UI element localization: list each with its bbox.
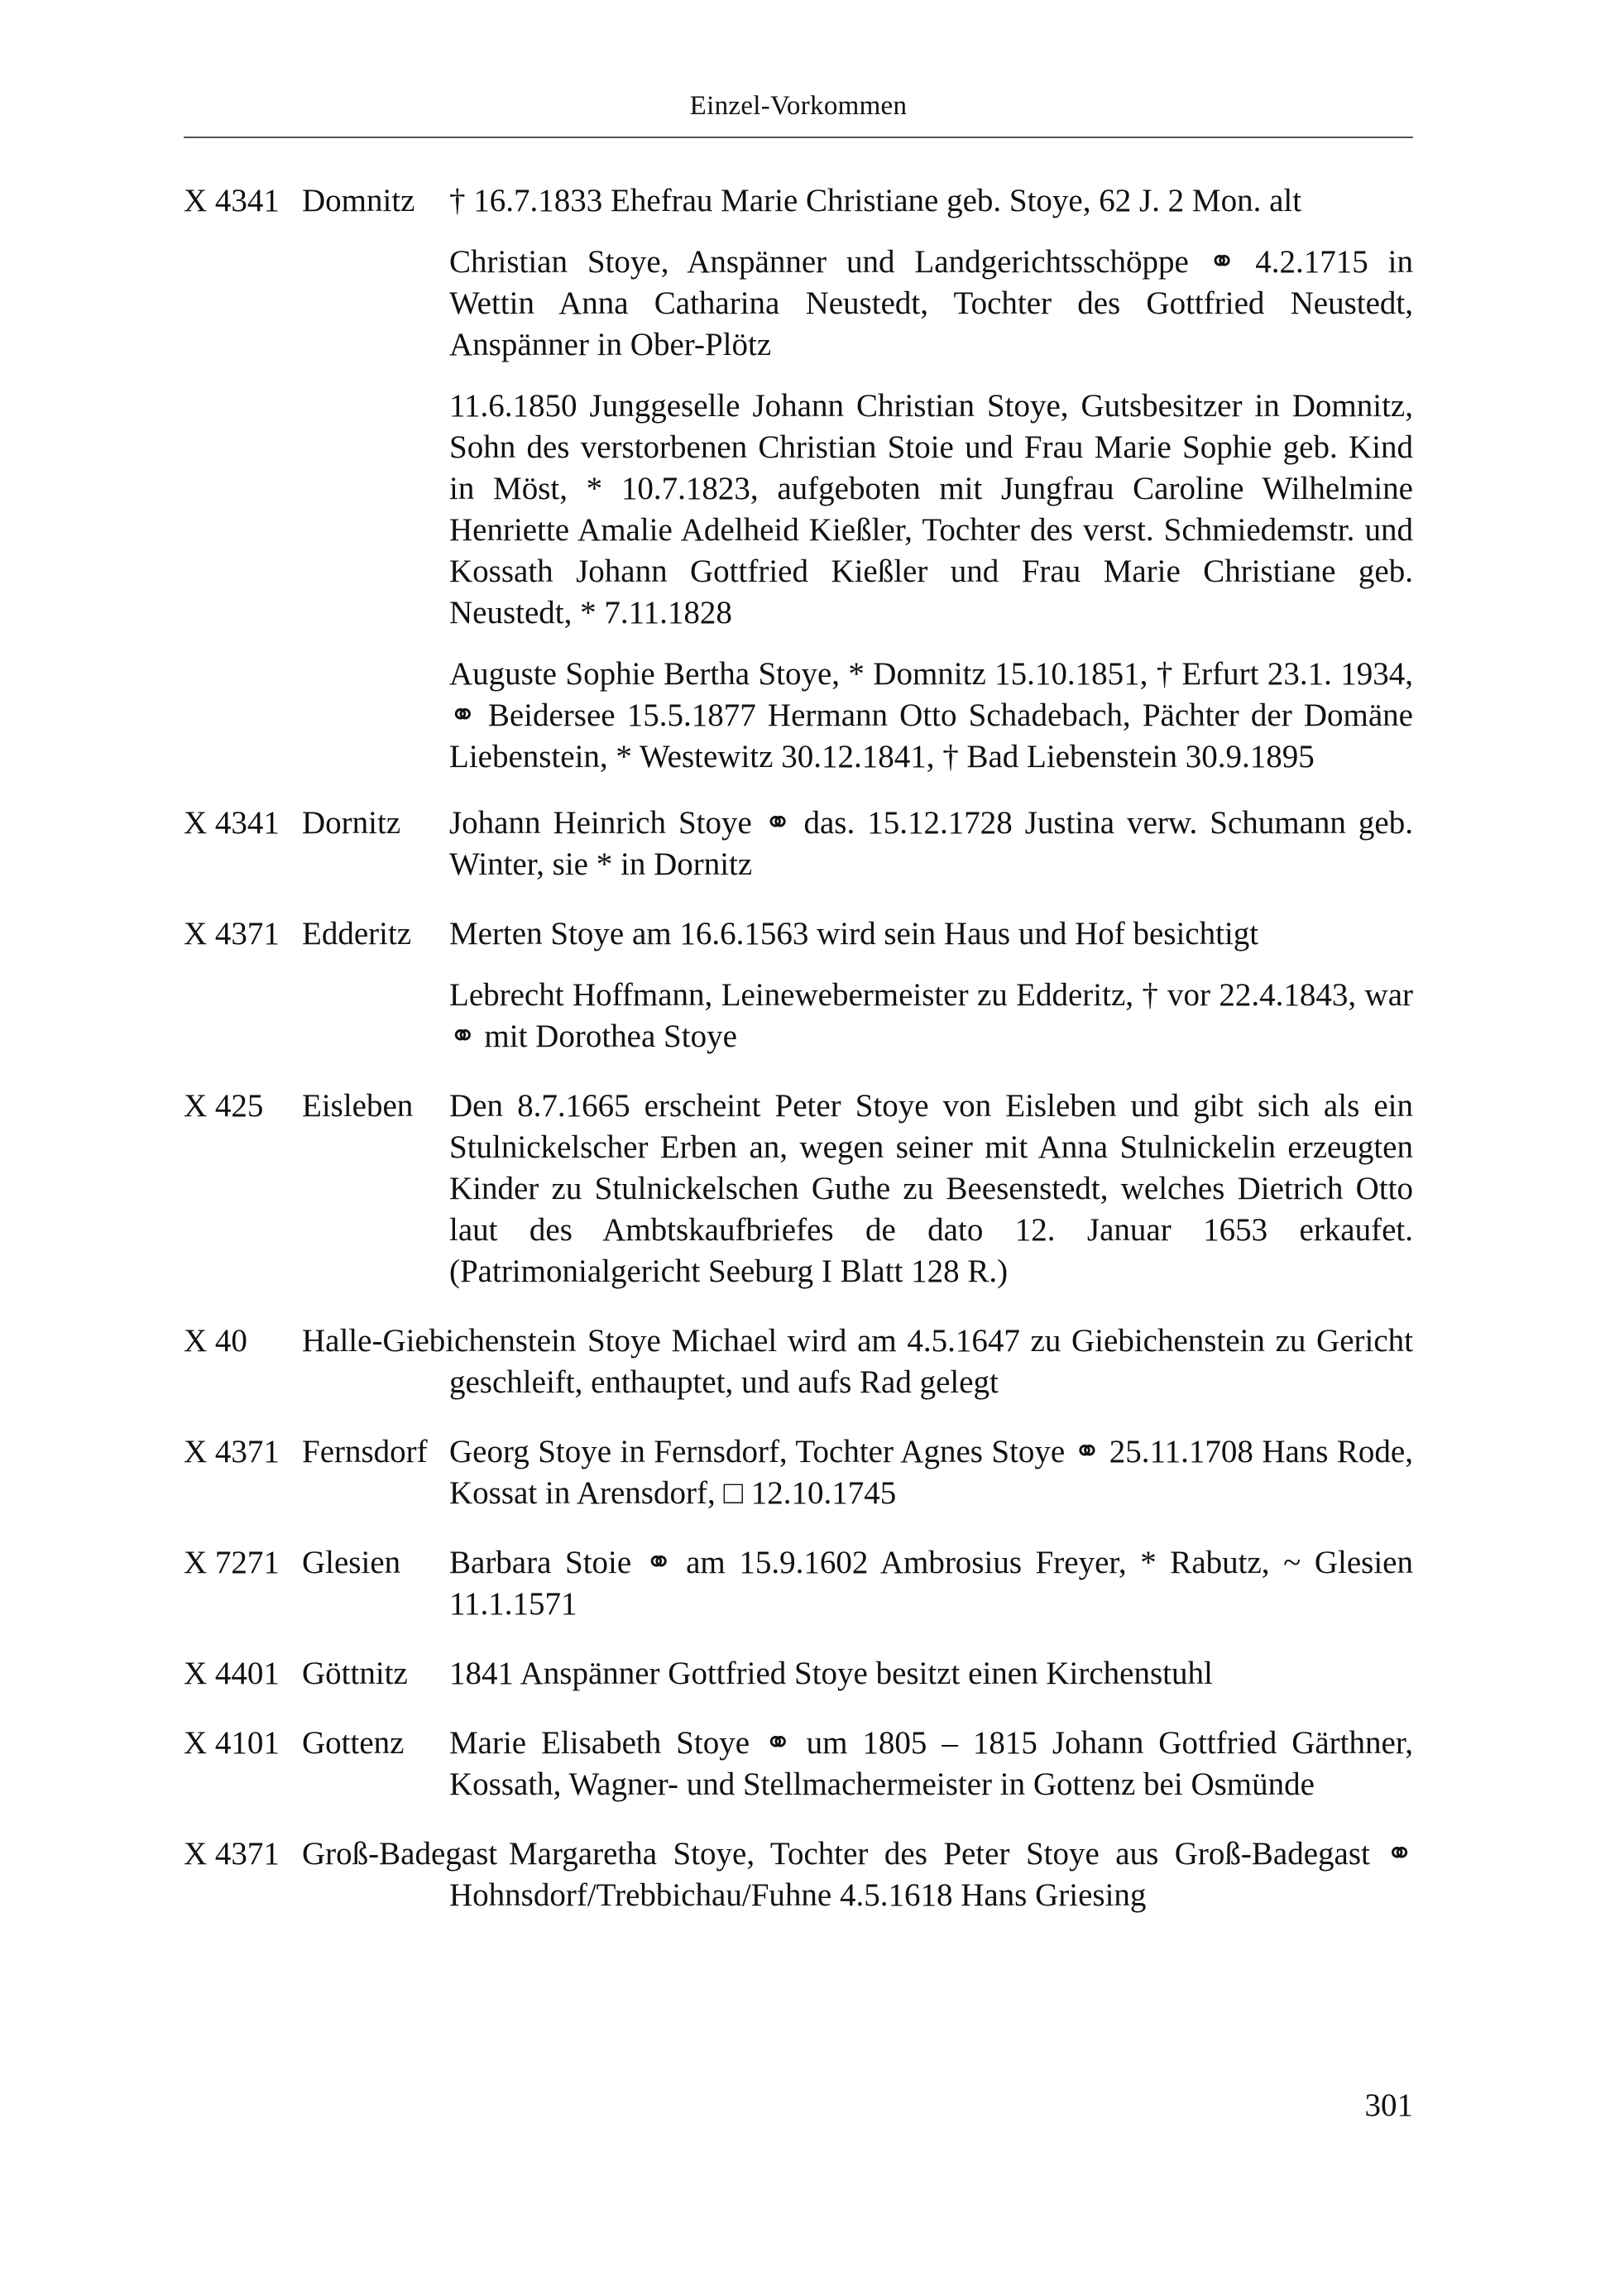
entry-text-block [449,1653,1413,1694]
entry-place: Edderitz [302,916,412,951]
entry-code: X 4341 [184,805,280,841]
entry-place: Gottenz [302,1725,405,1761]
entry-paragraph: Johann Heinrich Stoye ⚭ das. 15.12.1728 Justina verw. Schumann geb. Winter, sie * in Dornitz [449,805,1413,882]
entry-place: Fernsdorf [302,1434,428,1469]
entry-paragraph: Christian Stoye, Anspänner und Landgerichtsschöppe ⚭ 4.2.1715 in Wettin Anna Catharina Neustedt, Tochter des Gottfried Neustedt, Anspänner in Ober-Plötz [449,244,1413,362]
register-entry [184,1431,1413,1514]
entry-code: X 7271 [184,1545,280,1580]
entry-place: Halle-Giebichenstein [302,1323,577,1359]
entry-text-block [449,180,1413,778]
entry-text-block [449,1086,1413,1292]
running-header: Einzel-Vorkommen [689,91,908,121]
entry-code: X 4401 [184,1656,280,1691]
entry-paragraph: Margaretha Stoye, Tochter des Peter Stoye aus Groß-Badegast ⚭ Hohnsdorf/Trebbichau/Fuhne 4.5.1618 Hans Griesing [449,1836,1413,1913]
register-entry [184,1833,1413,1916]
entry-paragraph: Barbara Stoie ⚭ am 15.9.1602 Ambrosius Freyer, * Rabutz, ~ Glesien 11.1.1571 [449,1545,1413,1622]
page-number: 301 [1364,2087,1413,2123]
register-entry [184,180,1413,778]
entry-paragraph: 1841 Anspänner Gottfried Stoye besitzt einen Kirchenstuhl [449,1656,1213,1691]
entry-code: X 4371 [184,1836,280,1872]
entry-text-block [449,1833,1413,1916]
entry-code: X 4101 [184,1725,280,1761]
entry-paragraph: Stoye Michael wird am 4.5.1647 zu Giebichenstein zu Gericht geschleift, enthauptet, und aufs Rad gelegt [449,1323,1413,1400]
entry-code: X 4371 [184,916,280,951]
entry-text-block [449,1723,1413,1805]
register-entry [184,1086,1413,1292]
register-entry [184,1723,1413,1805]
entry-paragraph: Georg Stoye in Fernsdorf, Tochter Agnes Stoye ⚭ 25.11.1708 Hans Rode, Kossat in Arensdorf, □ 12.10.1745 [449,1434,1413,1511]
entry-text-block [449,1321,1413,1403]
register-entry [184,1542,1413,1625]
entry-paragraph: Auguste Sophie Bertha Stoye, * Domnitz 15.10.1851, † Erfurt 23.1. 1934, ⚭ Beidersee 15.5.1877 Hermann Otto Schadebach, Pächter der Domäne Liebenstein, * Westewitz 30.12.1841, † Bad Liebenstein 30.9.1895 [449,656,1413,774]
entry-code: X 4341 [184,183,280,218]
entry-code: X 40 [184,1323,247,1359]
entry-text-block [449,1542,1413,1625]
entry-paragraph: † 16.7.1833 Ehefrau Marie Christiane geb. Stoye, 62 J. 2 Mon. alt [449,183,1302,218]
entry-place: Groß-Badegast [302,1836,498,1872]
entry-place: Göttnitz [302,1656,408,1691]
entry-place: Glesien [302,1545,401,1580]
register-entry [184,1653,1413,1694]
entry-text-block [449,913,1413,1057]
register-entry [184,913,1413,1057]
entry-paragraph: Marie Elisabeth Stoye ⚭ um 1805 – 1815 Johann Gottfried Gärthner, Kossath, Wagner- und Stellmachermeister in Gottenz bei Osmünde [449,1725,1413,1802]
entry-code: X 4371 [184,1434,280,1469]
entry-paragraph: 11.6.1850 Junggeselle Johann Christian Stoye, Gutsbesitzer in Domnitz, Sohn des verstorbenen Christian Stoie und Frau Marie Sophie geb. Kind in Möst, * 10.7.1823, aufgeboten mit Jungfrau Caroline Wilhelmine Henriette Amalie Adelheid Kießler, Tochter des verst. Schmiedemstr. und Kossath Johann Gottfried Kießler und Frau Marie Christiane geb. Neustedt, * 7.11.1828 [449,388,1413,630]
entry-list [184,180,1413,1916]
entry-paragraph: Den 8.7.1665 erscheint Peter Stoye von Eisleben und gibt sich als ein Stulnickelscher Erben an, wegen seiner mit Anna Stulnickelin erzeugten Kinder zu Stulnickelschen Guthe zu Beesenstedt, welches Dietrich Otto laut des Ambtskaufbriefes de dato 12. Januar 1653 erkaufet. (Patrimonialgericht Seeburg I Blatt 128 R.) [449,1088,1413,1289]
register-entry [184,803,1413,885]
register-entry [184,1321,1413,1403]
entry-paragraph: Lebrecht Hoffmann, Leinewebermeister zu Edderitz, † vor 22.4.1843, war ⚭ mit Dorothea Stoye [449,977,1413,1054]
entry-place: Eisleben [302,1088,414,1124]
entry-code: X 425 [184,1088,264,1124]
entry-text-block [449,803,1413,885]
entry-text-block [449,1431,1413,1514]
header-rule [184,137,1413,138]
entry-place: Domnitz [302,183,415,218]
entry-paragraph: Merten Stoye am 16.6.1563 wird sein Haus und Hof besichtigt [449,916,1259,951]
entry-place: Dornitz [302,805,401,841]
